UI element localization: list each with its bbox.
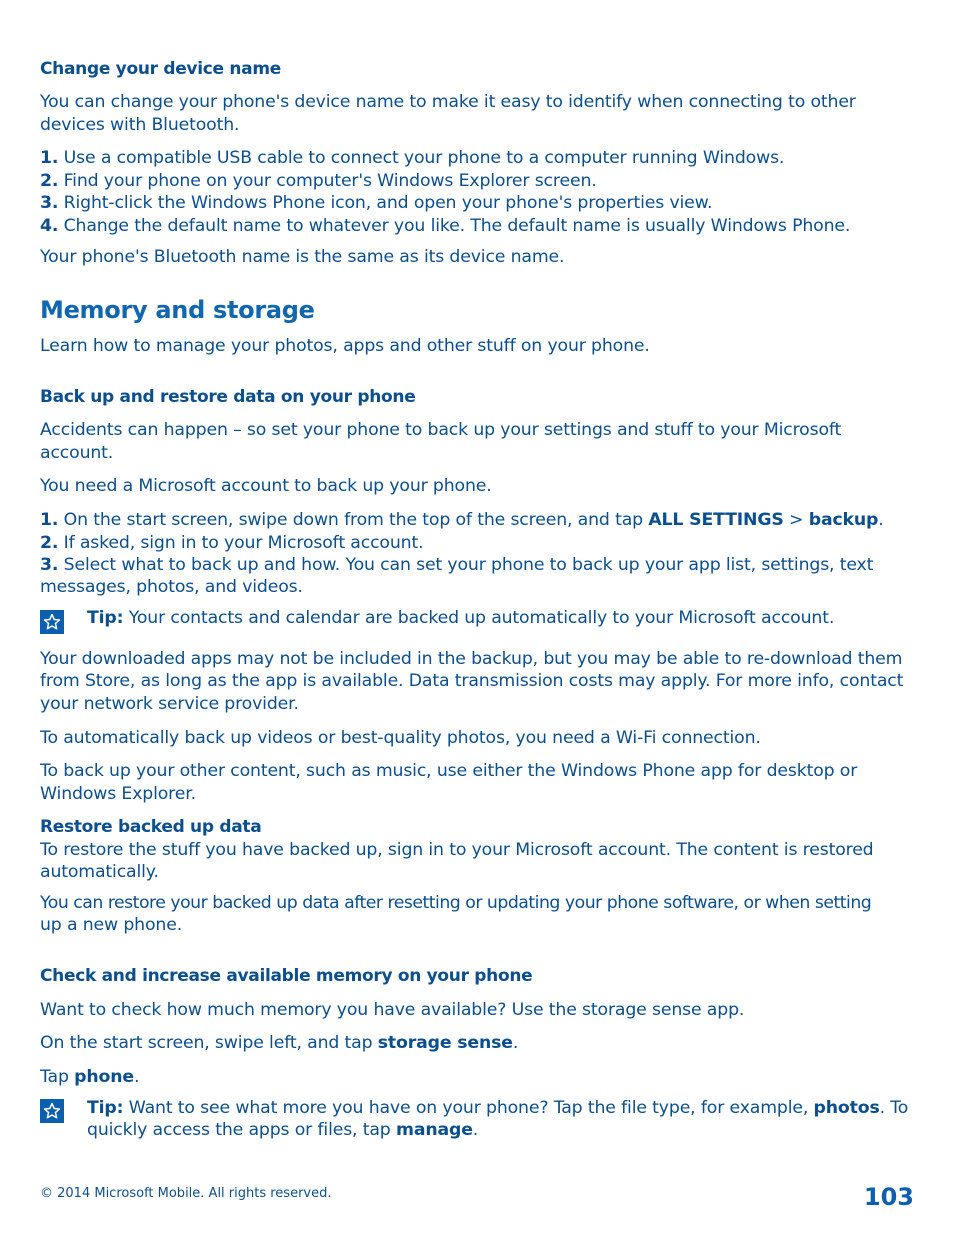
change-name-step-2 [40,170,597,192]
phone-label: phone [74,1067,134,1087]
check-memory-p1: Want to check how much memory you have available? Use the storage sense app. [40,1000,745,1020]
backup-step-3-continued: messages, photos, and videos. [40,577,303,597]
step-number: 3. [40,555,59,575]
step-number: 1. [40,510,59,530]
step-number: 2. [40,533,59,553]
change-name-step-1 [40,147,784,169]
backup-p3-line-2: from Store, as long as the app is available. Data transmission costs may apply. For more info, contact [40,671,904,691]
backup-p4: To automatically back up videos or best-quality photos, you need a Wi-Fi connection. [40,728,761,748]
step-text: If asked, sign in to your Microsoft account. [58,533,424,553]
restore-p1-line-2: automatically. [40,862,159,882]
step-text: On the start screen, swipe down from the top of the screen, and tap [58,510,649,530]
all-settings-label: ALL SETTINGS [648,510,784,530]
manage-label: manage [395,1120,473,1140]
star-icon-glyph [43,1102,61,1120]
memory-storage-heading: Memory and storage [40,296,315,324]
restore-p1-line-1: To restore the stuff you have backed up, sign in to your Microsoft account. The content is restored [40,840,874,860]
copyright-notice: © 2014 Microsoft Mobile. All rights reserved. [40,1186,332,1201]
backup-p1-line-2: account. [40,443,114,463]
backup-p2: You need a Microsoft account to back up your phone. [40,476,492,496]
restore-p2-line-2: up a new phone. [40,915,183,935]
change-name-step-4 [40,215,850,237]
check-memory-p3 [40,1066,139,1088]
memory-storage-intro: Learn how to manage your photos, apps and other stuff on your phone. [40,336,650,356]
restore-heading: Restore backed up data [40,817,262,837]
p3-end: . [133,1067,140,1087]
step-text: Change the default name to whatever you like. The default name is usually Windows Phone. [58,216,851,236]
step-text: Right-click the Windows Phone icon, and open your phone's properties view. [58,193,713,213]
backup-p5-line-1: To back up your other content, such as music, use either the Windows Phone app for desktop or [40,761,858,781]
step-end: . [878,510,884,530]
step-text: Find your phone on your computer's Windows Explorer screen. [58,171,597,191]
change-device-name-heading: Change your device name [40,59,281,79]
tip-text: quickly access the apps or files, tap [87,1120,396,1140]
star-icon [40,610,64,634]
restore-p2-line-1: You can restore your backed up data after resetting or updating your phone software, or when setting [40,893,872,913]
backup-heading: Back up and restore data on your phone [40,387,416,407]
step-text: Select what to back up and how. You can set your phone to back up your app list, settings, text [58,555,874,575]
tip-label: Tip: [87,608,124,628]
change-name-step-3 [40,192,712,214]
change-name-intro-line-1: You can change your phone's device name to make it easy to identify when connecting to other [40,92,856,112]
p2-end: . [512,1033,519,1053]
step-separator: > [783,510,809,530]
star-icon [40,1099,64,1123]
check-memory-heading: Check and increase available memory on your phone [40,966,533,986]
check-memory-p2 [40,1032,518,1054]
tip-text-continued: . To [879,1098,909,1118]
tip-text: Your contacts and calendar are backed up automatically to your Microsoft account. [123,608,835,628]
change-name-intro-line-2: devices with Bluetooth. [40,115,240,135]
check-memory-tip-line-1 [87,1097,908,1119]
photos-label: photos [813,1098,880,1118]
backup-tip [87,607,834,629]
backup-step-1 [40,509,884,531]
step-number: 2. [40,171,59,191]
tip-label: Tip: [87,1098,124,1118]
p2-text: On the start screen, swipe left, and tap [40,1033,378,1053]
backup-p5-line-2: Windows Explorer. [40,784,196,804]
step-number: 1. [40,148,59,168]
step-text: Use a compatible USB cable to connect your phone to a computer running Windows. [58,148,785,168]
star-icon-glyph [43,613,61,631]
backup-p1-line-1: Accidents can happen – so set your phone to back up your settings and stuff to your Microsoft [40,420,842,440]
backup-label: backup [808,510,879,530]
change-name-note: Your phone's Bluetooth name is the same as its device name. [40,247,565,267]
backup-step-3 [40,554,873,576]
backup-p3-line-3: your network service provider. [40,694,299,714]
check-memory-tip-line-2 [87,1119,478,1141]
tip-text: Want to see what more you have on your phone? Tap the file type, for example, [123,1098,814,1118]
backup-p3-line-1: Your downloaded apps may not be included in the backup, but you may be able to re-download them [40,649,903,669]
step-number: 4. [40,216,59,236]
p3-text: Tap [40,1067,75,1087]
step-number: 3. [40,193,59,213]
page-number: 103 [863,1183,914,1211]
tip-end: . [472,1120,479,1140]
storage-sense-label: storage sense [377,1033,513,1053]
backup-step-2 [40,532,423,554]
